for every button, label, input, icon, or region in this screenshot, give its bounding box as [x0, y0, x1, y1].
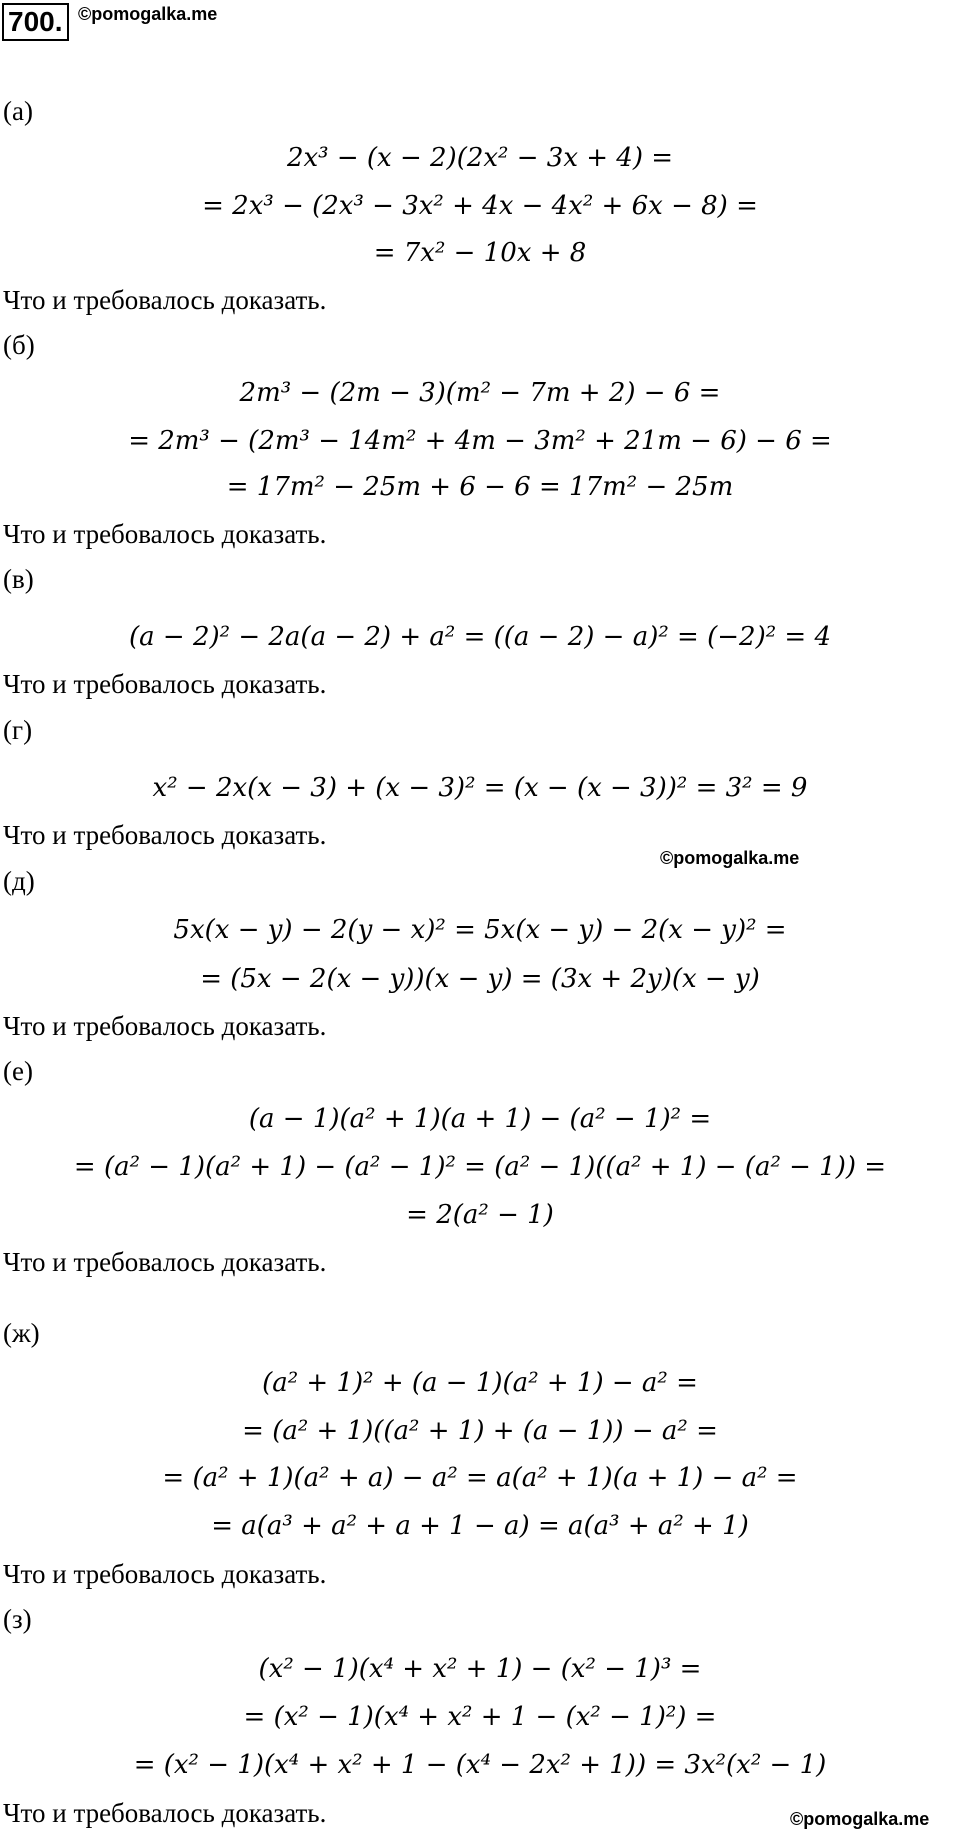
- section-label: (е): [3, 1056, 33, 1086]
- equation-line: (x² − 1)(x⁴ + x² + 1) − (x² − 1)³ =: [258, 1654, 702, 1684]
- equation-line: 2x³ − (x − 2)(2x² − 3x + 4) =: [286, 143, 674, 173]
- section-label: (в): [3, 564, 34, 594]
- equation-line: = 2x³ − (2x³ − 3x² + 4x − 4x² + 6x − 8) =: [202, 191, 758, 221]
- equation-line: 5x(x − y) − 2(y − x)² = 5x(x − y) − 2(x − y)² =: [173, 915, 787, 945]
- conclusion-text: Что и требовалось доказать.: [3, 1798, 327, 1828]
- conclusion-text: Что и требовалось доказать.: [3, 285, 327, 315]
- equation-line: (a − 1)(a² + 1)(a + 1) − (a² − 1)² =: [248, 1104, 712, 1134]
- equation-line: = (5x − 2(x − y))(x − y) = (3x + 2y)(x − y): [200, 964, 760, 994]
- problem-number: 700.: [2, 3, 69, 41]
- watermark-middle: ©pomogalka.me: [660, 848, 800, 868]
- section-label: (ж): [3, 1318, 40, 1348]
- section-label: (б): [3, 330, 35, 360]
- equation-line: 2m³ − (2m − 3)(m² − 7m + 2) − 6 =: [239, 378, 721, 408]
- conclusion-text: Что и требовалось доказать.: [3, 669, 327, 699]
- equation-line: (a² + 1)² + (a − 1)(a² + 1) − a² =: [262, 1368, 698, 1398]
- equation-line: = a(a³ + a² + a + 1 − a) = a(a³ + a² + 1): [211, 1511, 749, 1541]
- equation-line: = 2(a² − 1): [406, 1200, 554, 1230]
- section-label: (г): [3, 715, 33, 745]
- equation-line: = 7x² − 10x + 8: [373, 238, 587, 268]
- equation-line: x² − 2x(x − 3) + (x − 3)² = (x − (x − 3))² = 3² = 9: [152, 773, 808, 803]
- section-label: (з): [3, 1604, 32, 1634]
- watermark-bottom: ©pomogalka.me: [790, 1809, 930, 1829]
- conclusion-text: Что и требовалось доказать.: [3, 519, 327, 549]
- watermark-top: ©pomogalka.me: [78, 4, 218, 24]
- conclusion-text: Что и требовалось доказать.: [3, 820, 327, 850]
- equation-line: (a − 2)² − 2a(a − 2) + a² = ((a − 2) − a)² = (−2)² = 4: [129, 622, 831, 652]
- equation-line: = 17m² − 25m + 6 − 6 = 17m² − 25m: [226, 472, 734, 502]
- equation-line: = 2m³ − (2m³ − 14m² + 4m − 3m² + 21m − 6) − 6 =: [128, 426, 832, 456]
- section-label: (а): [3, 96, 33, 126]
- equation-line: = (x² − 1)(x⁴ + x² + 1 − (x⁴ − 2x² + 1)) = 3x²(x² − 1): [133, 1750, 827, 1780]
- conclusion-text: Что и требовалось доказать.: [3, 1011, 327, 1041]
- section-label: (д): [3, 866, 35, 896]
- equation-line: = (a² − 1)(a² + 1) − (a² − 1)² = (a² − 1)((a² + 1) − (a² − 1)) =: [73, 1152, 887, 1182]
- equation-line: = (a² + 1)(a² + a) − a² = a(a² + 1)(a + 1) − a² =: [162, 1463, 798, 1493]
- equation-line: = (a² + 1)((a² + 1) + (a − 1)) − a² =: [242, 1416, 718, 1446]
- equation-line: = (x² − 1)(x⁴ + x² + 1 − (x² − 1)²) =: [243, 1702, 717, 1732]
- conclusion-text: Что и требовалось доказать.: [3, 1559, 327, 1589]
- conclusion-text: Что и требовалось доказать.: [3, 1247, 327, 1277]
